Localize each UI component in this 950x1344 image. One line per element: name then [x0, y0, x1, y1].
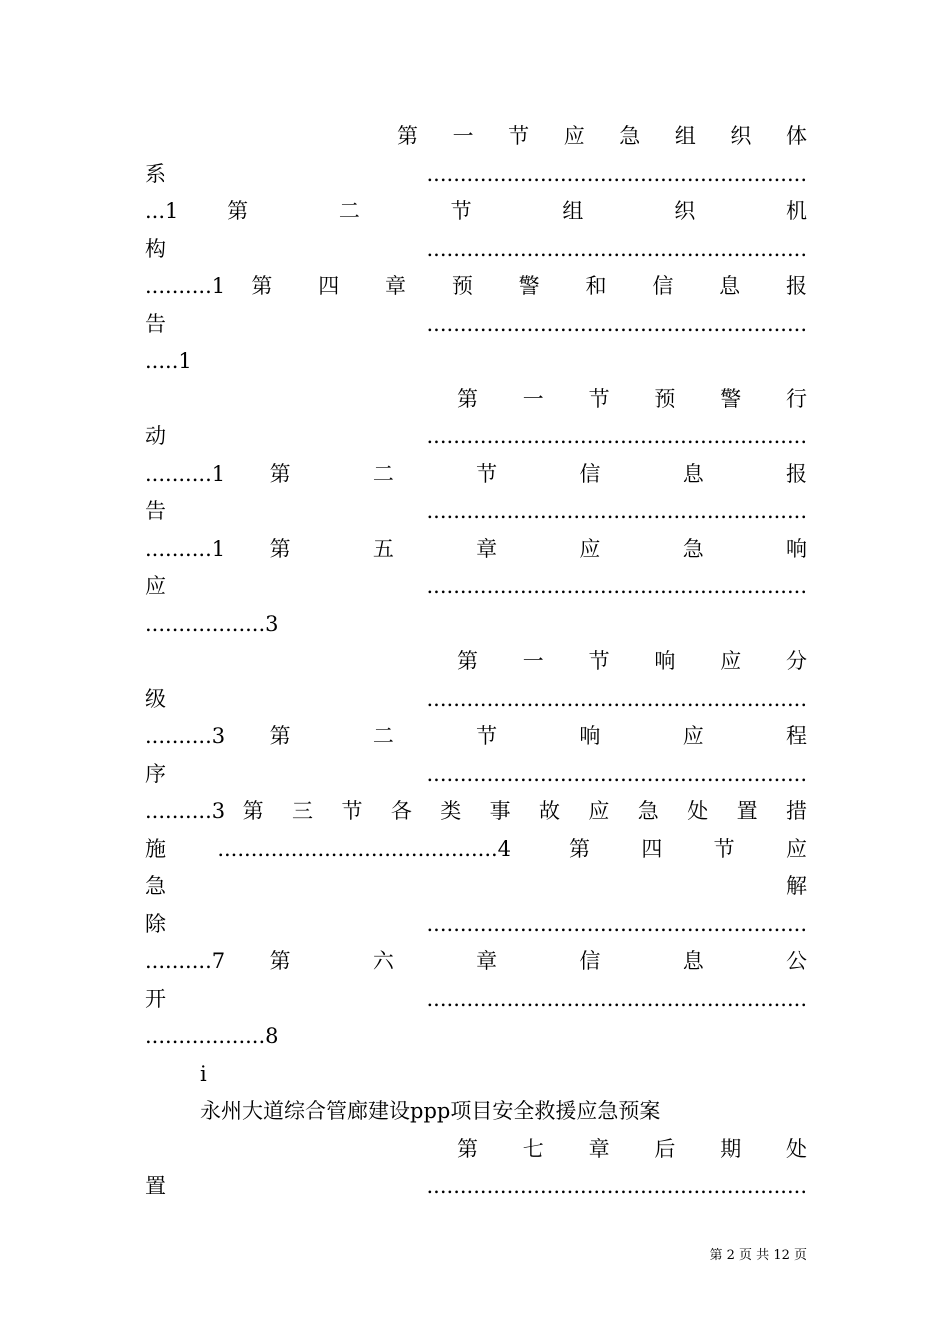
toc-line: 第 一 节 应 急 组 织 体 — [397, 124, 807, 148]
page-footer: 第 2 页 共 12 页 — [709, 1248, 807, 1263]
toc-line: 施..........................................4 第四节应 — [145, 836, 807, 861]
toc-line: 第 七 章 后 期 处 — [457, 1136, 807, 1161]
toc-line: ..........3 第 三 节 各 类 事 故 应 急 处 置 措 — [145, 799, 807, 823]
toc-line: ...1 第 二 节 组 织 机 — [145, 199, 807, 223]
toc-line: 应......................................................... — [145, 574, 807, 598]
toc-line: 系......................................................... — [145, 161, 807, 186]
toc-line: 第 一 节 响 应 分 — [457, 649, 807, 673]
toc-line: ..........3 第 二 节 响 应 程 — [145, 724, 807, 748]
toc-line: 告......................................................... — [145, 499, 807, 523]
toc-line: 除......................................................... — [145, 911, 807, 936]
toc-content — [145, 118, 807, 1206]
toc-line: 第 一 节 预 警 行 — [457, 386, 807, 411]
toc-line: ..........1 第 二 节 信 息 报 — [145, 461, 807, 486]
document-title: 永州大道综合管廊建设ppp项目安全救援应急预案 — [200, 1099, 661, 1123]
toc-line: 开......................................................... — [145, 986, 807, 1011]
toc-line: ..........7 第 六 章 信 息 公 — [145, 949, 807, 973]
toc-line: 级......................................................... — [145, 686, 807, 711]
toc-line: 置......................................................... — [145, 1174, 807, 1198]
toc-line: 急 解 — [145, 874, 807, 898]
toc-line: ..........1 第 四 章 预 警 和 信 息 报 — [145, 274, 807, 298]
toc-line: 告......................................................... — [145, 311, 807, 336]
toc-line: ..................3 — [145, 611, 279, 636]
toc-line: 序......................................................... — [145, 761, 807, 786]
toc-line: ..................8 — [145, 1024, 279, 1048]
toc-line: 动......................................................... — [145, 424, 807, 448]
toc-line: .....1 — [145, 349, 192, 373]
toc-line: ..........1 第 五 章 应 急 响 — [145, 536, 807, 561]
toc-line: 构......................................................... — [145, 236, 807, 261]
page-roman-numeral: i — [200, 1061, 207, 1086]
